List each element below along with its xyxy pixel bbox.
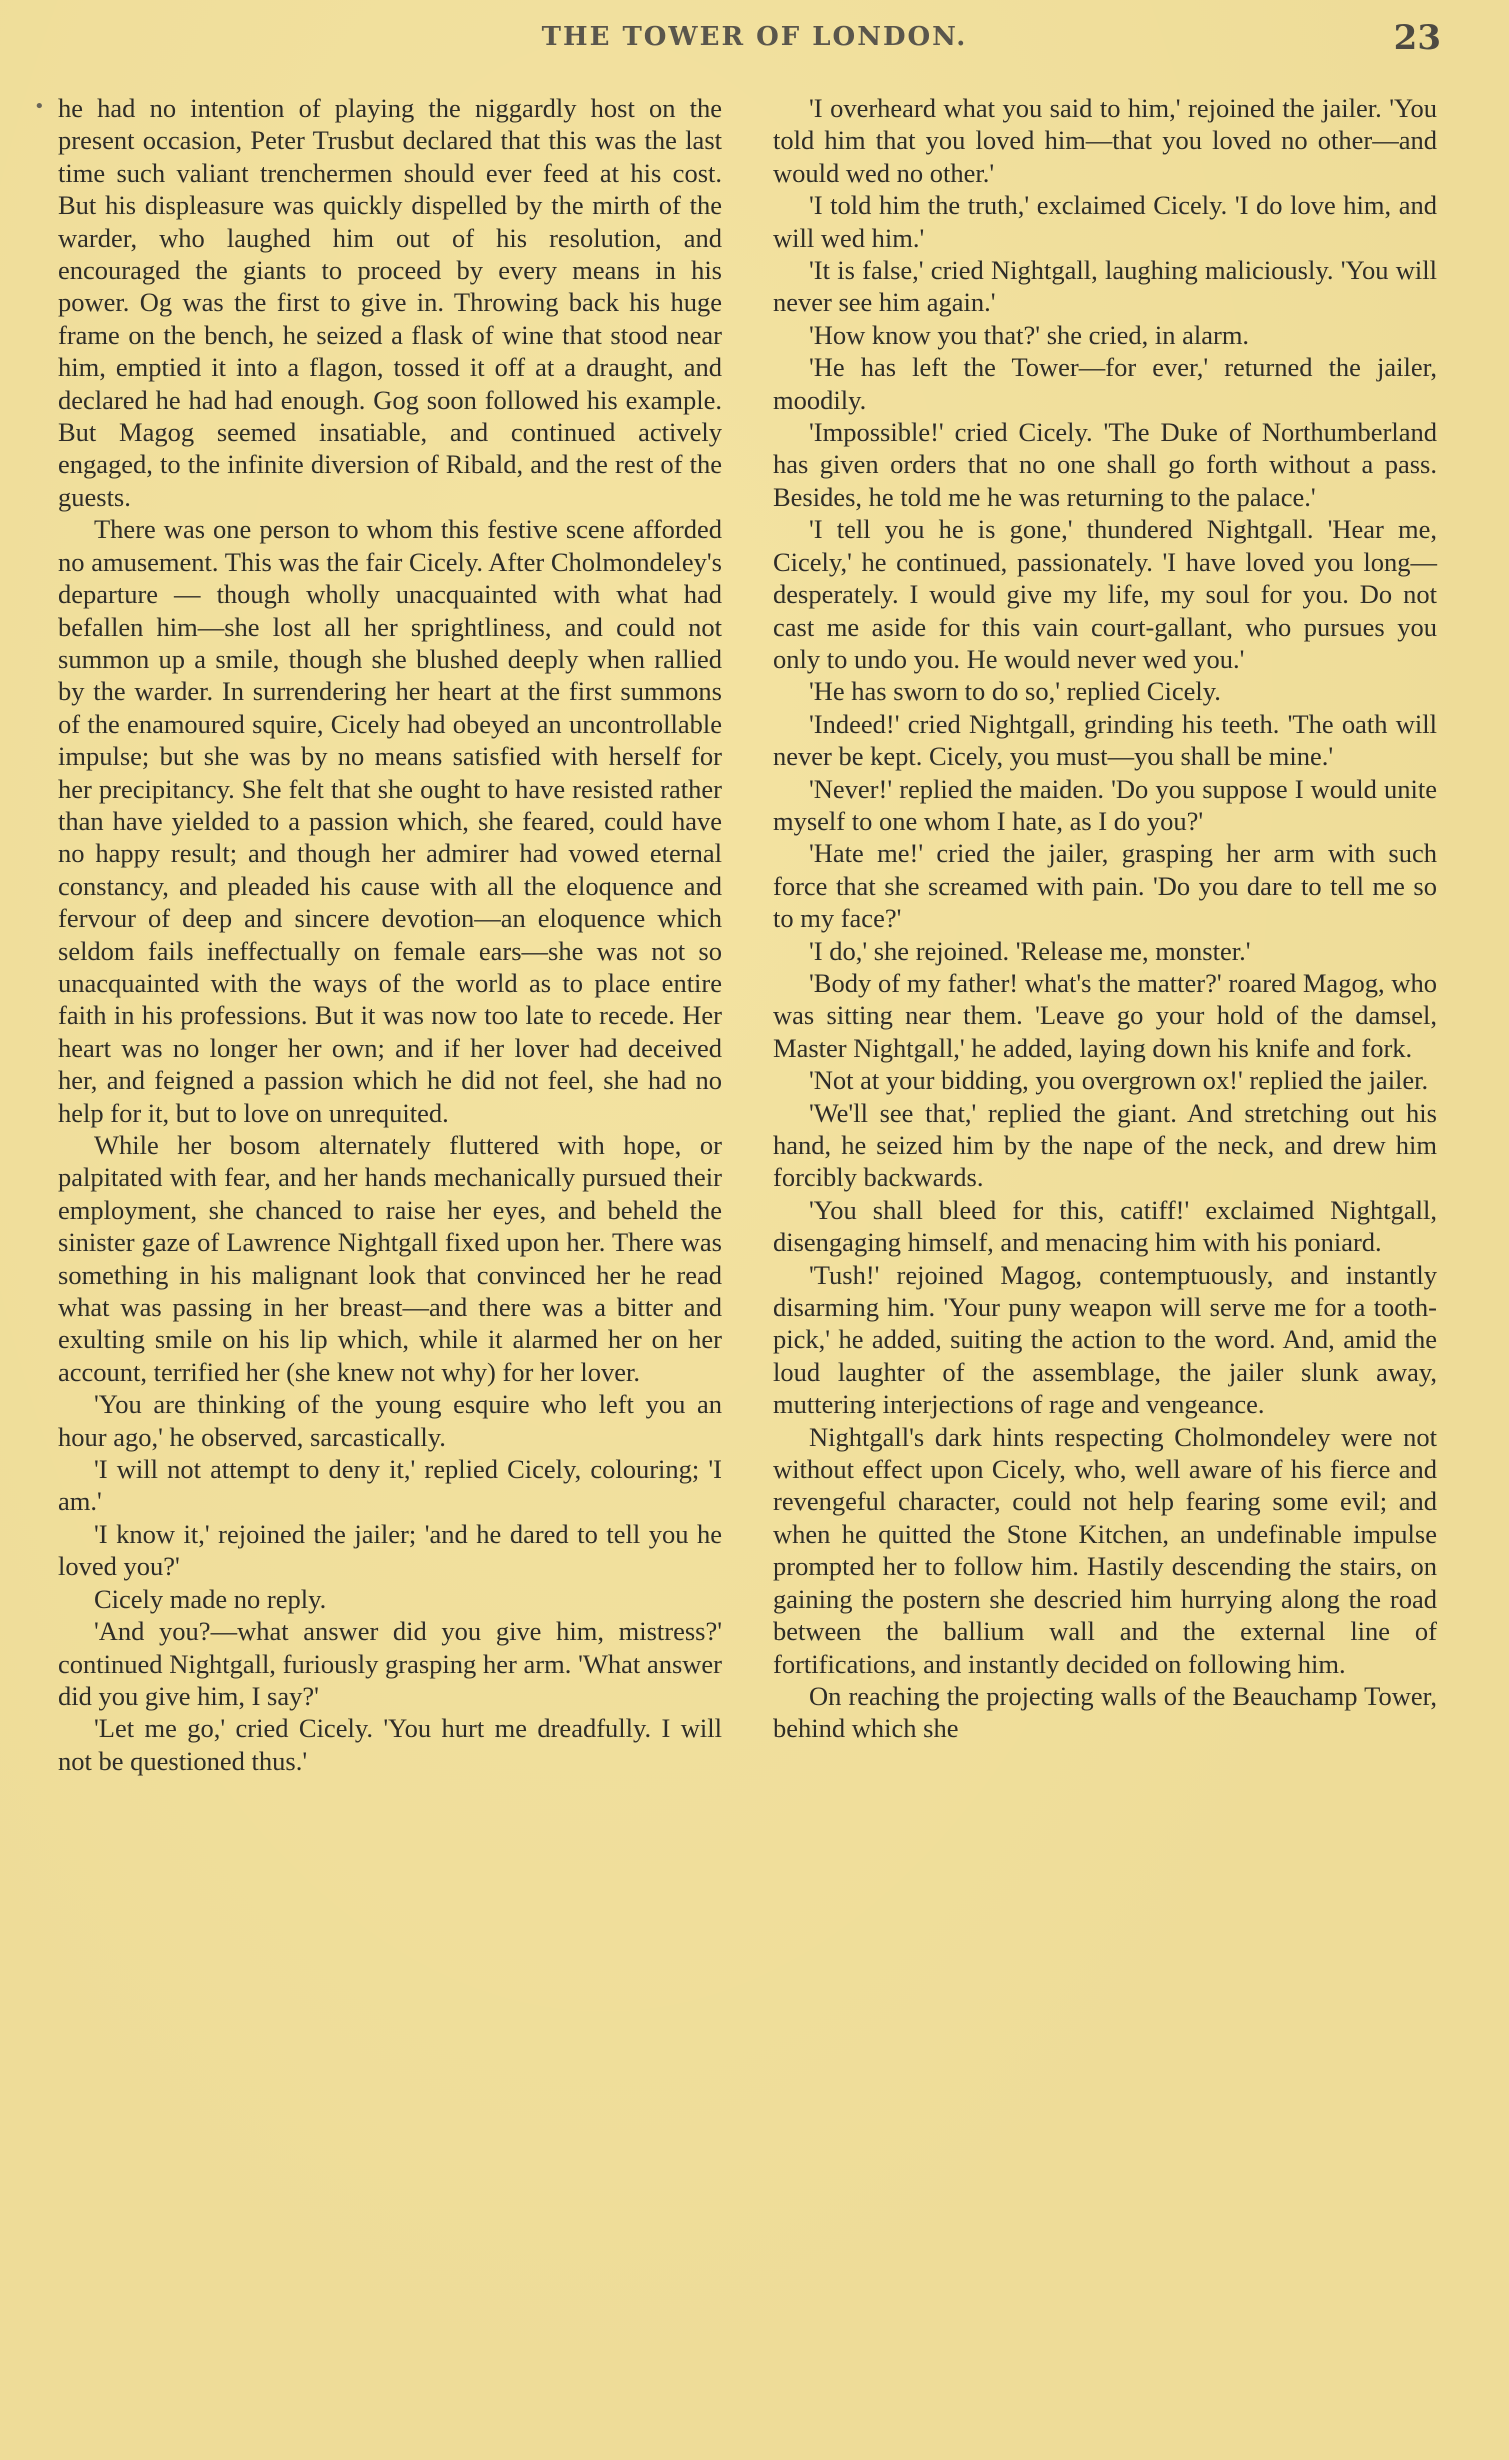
paragraph: 'I tell you he is gone,' thundered Nightgall. 'Hear me, Cicely,' he continued, passionately. 'I have loved you long—desperately. I would give my life, my soul for you. Do not cast me aside for this vain court-gallant, who pursues you only to undo you. He would never wed you.'	[773, 514, 1437, 674]
left-column	[58, 92, 722, 1777]
paragraph: Nightgall's dark hints respecting Cholmondeley were not without effect upon Cicely, who, well aware of his fierce and revengeful character, could not help fearing some evil; and when he quitted the Stone Kitchen, an undefinable impulse prompted her to follow him. Hastily descending the stairs, on gaining the postern she descried him hurrying along the road between the ballium wall and the external line of fortifications, and instantly decided on following him.	[773, 1421, 1437, 1679]
paragraph: 'Tush!' rejoined Magog, contemptuously, and instantly disarming him. 'Your puny weapon will serve me for a tooth-pick,' he added, suiting the action to the word. And, amid the loud laughter of the assemblage, the jailer slunk away, muttering interjections of rage and vengeance.	[773, 1259, 1437, 1420]
paragraph: 'You are thinking of the young esquire who left you an hour ago,' he observed, sarcastically.	[58, 1389, 722, 1452]
running-head	[0, 14, 1509, 58]
paragraph: 'He has left the Tower—for ever,' returned the jailer, moodily.	[773, 352, 1437, 415]
right-column	[773, 92, 1437, 1745]
paragraph: 'He has sworn to do so,' replied Cicely.	[809, 676, 1221, 707]
paragraph: While her bosom alternately fluttered with hope, or palpitated with fear, and her hands mechanically pursued their employment, she chanced to raise her eyes, and beheld the sinister gaze of Lawrence Nightgall fixed upon her. There was something in his malignant look that convinced her he read what was passing in her breast—and there was a bitter and exulting smile on his lip which, while it alarmed her on her account, terrified her (she knew not why) for her lover.	[58, 1130, 722, 1387]
paragraph: 'Hate me!' cried the jailer, grasping her arm with such force that she screamed with pain. 'Do you dare to tell me so to my face?'	[773, 838, 1437, 934]
paragraph: On reaching the projecting walls of the Beauchamp Tower, behind which she	[773, 1680, 1437, 1744]
paragraph: 'Impossible!' cried Cicely. 'The Duke of Northumberland has given orders that no one shall go forth without a pass. Besides, he told me he was returning to the palace.'	[773, 417, 1437, 512]
paragraph: Cicely made no reply.	[94, 1583, 327, 1614]
page-number: 23	[1393, 18, 1441, 58]
paragraph: 'And you?—what answer did you give him, mistress?' continued Nightgall, furiously grasping her arm. 'What answer did you give him, I say?'	[58, 1616, 722, 1711]
paragraph: 'Never!' replied the maiden. 'Do you suppose I would unite myself to one whom I hate, as I do you?'	[773, 773, 1437, 836]
paragraph: 'I know it,' rejoined the jailer; 'and he dared to tell you he loved you?'	[58, 1518, 722, 1582]
paragraph: 'Not at your bidding, you overgrown ox!' replied the jailer.	[809, 1065, 1429, 1096]
page-title: THE TOWER OF LONDON.	[541, 22, 968, 52]
paragraph: 'We'll see that,' replied the giant. And stretching out his hand, he seized him by the nape of the neck, and drew him forcibly backwards.	[773, 1097, 1437, 1193]
paragraph: 'Body of my father! what's the matter?' roared Magog, who was sitting near them. 'Leave go your hold of the damsel, Master Nightgall,' he added, laying down his knife and fork.	[773, 967, 1437, 1063]
paragraph: 'I do,' she rejoined. 'Release me, monster.'	[809, 935, 1251, 966]
paragraph: 'I overheard what you said to him,' rejoined the jailer. 'You told him that you loved him—that you loved no other—and would wed no other.'	[773, 93, 1437, 188]
paragraph: There was one person to whom this festive scene afforded no amusement. This was the fair Cicely. After Cholmondeley's departure — though wholly unacquainted with what had befallen him—she lost all her sprightliness, and could not summon up a smile, though she blushed deeply when rallied by the warder. In surrendering her heart at the first summons of the enamoured squire, Cicely had obeyed an uncontrollable impulse; but she was by no means satisfied with herself for her precipitancy. She felt that she ought to have resisted rather than have yielded to a passion which, she feared, could have no happy result; and though her admirer had vowed eternal constancy, and pleaded his cause with all the eloquence and fervour of deep and sincere devotion—an eloquence which seldom fails ineffectually on female ears—she was not so unacquainted with the ways of the world as to place entire faith in his professions. But it was now too late to recede. Her heart was no longer her own; and if her lover had deceived her, and feigned a passion which he did not feel, she had no help for it, but to love on unrequited.	[58, 514, 722, 1128]
paragraph: 'I told him the truth,' exclaimed Cicely. 'I do love him, and will wed him.'	[773, 190, 1437, 253]
paragraph: 'You shall bleed for this, catiff!' exclaimed Nightgall, disengaging himself, and menacing him with his poniard.	[773, 1194, 1437, 1258]
paragraph: he had no intention of playing the niggardly host on the present occasion, Peter Trusbut declared that this was the last time such valiant trenchermen should ever feed at his cost. But his displeasure was quickly dispelled by the mirth of the warder, who laughed him out of his resolution, and encouraged the giants to proceed by every means in his power. Og was the first to give in. Throwing back his huge frame on the bench, he seized a flask of wine that stood near him, emptied it into a flagon, tossed it off at a draught, and declared he had had enough. Gog soon followed his example. But Magog seemed insatiable, and continued actively engaged, to the infinite diversion of Ribald, and the rest of the guests.	[58, 93, 722, 512]
paragraph: 'How know you that?' she cried, in alarm.	[809, 319, 1250, 350]
paragraph: 'Indeed!' cried Nightgall, grinding his teeth. 'The oath will never be kept. Cicely, you must—you shall be mine.'	[773, 708, 1437, 772]
paragraph: 'Let me go,' cried Cicely. 'You hurt me dreadfully. I will not be questioned thus.'	[58, 1713, 722, 1776]
paragraph: 'It is false,' cried Nightgall, laughing maliciously. 'You will never see him again.'	[773, 255, 1437, 318]
paragraph: 'I will not attempt to deny it,' replied Cicely, colouring; 'I am.'	[58, 1454, 722, 1517]
margin-mark: •	[34, 96, 45, 117]
